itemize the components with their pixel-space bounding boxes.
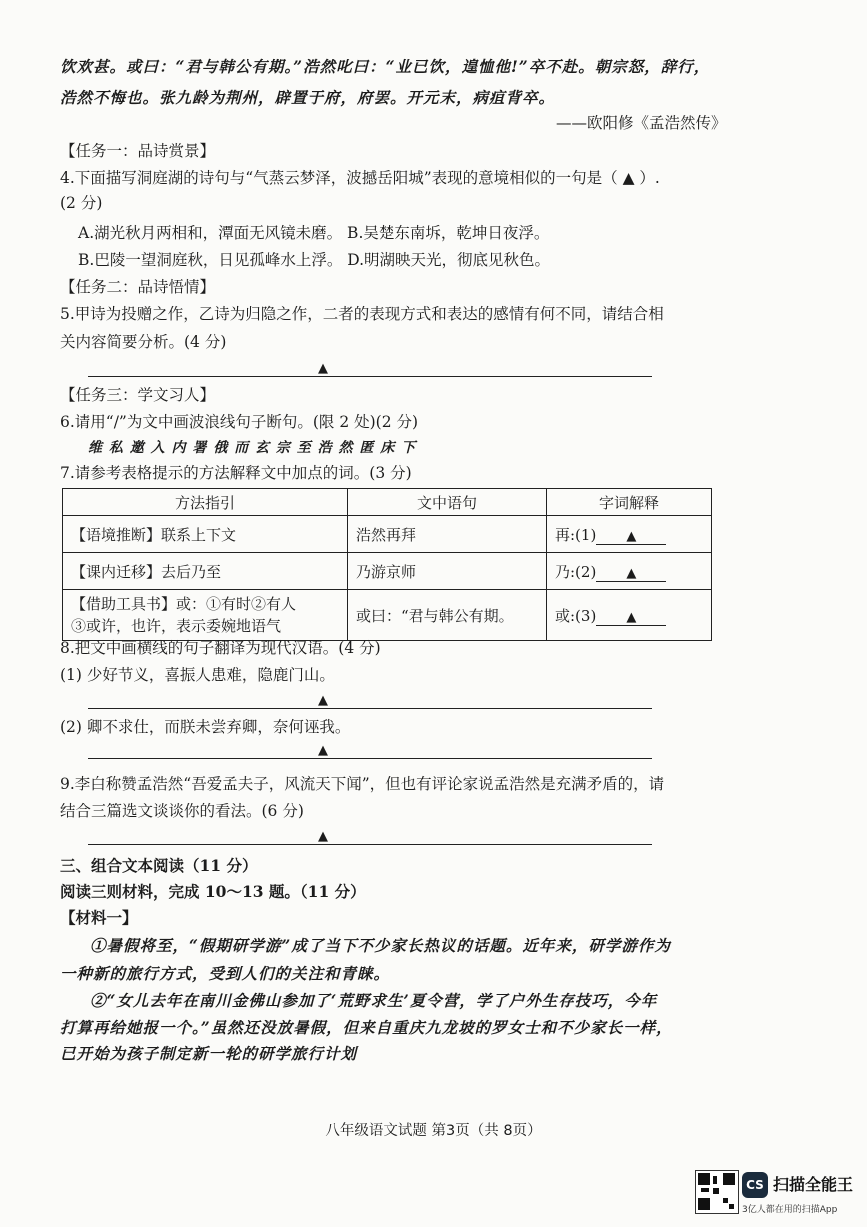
method-line: ③或许，也许，表示委婉地语气 [71,617,282,635]
question-8: 8.把文中画横线的句子翻译为现代汉语。(4 分) [60,639,381,657]
table-header: 字词解释 [547,489,712,516]
table-row [63,553,712,590]
material-paragraph: 一种新的旅行方式，受到人们的关注和青睐。 [60,964,391,983]
options-ab: A.湖光秋月两相和，潭面无风镜未磨。 B.吴楚东南坼，乾坤日夜浮。 [78,224,550,242]
method-line: 【借助工具书】或：①有时②有人 [71,595,297,613]
explain-cell [547,516,712,553]
material-paragraph: ①暑假将至，“假期研学游”成了当下不少家长热议的话题。近年来，研学游作为 [90,936,671,955]
question-6-sentence: 维 私 邀 入 内 署 俄 而 玄 宗 至 浩 然 匿 床 下 [88,440,417,456]
question-5: 5.甲诗为投赠之作，乙诗为归隐之作，二者的表现方式和表达的感情有何不同，请结合相 [60,305,664,323]
explain-label: 或:(3) [555,606,597,625]
sentence-cell: 浩然再拜 [348,516,547,553]
sentence-cell: 或曰：“君与韩公有期。 [348,590,547,641]
passage-line: 浩然不悔也。张九龄为荆州，辟置于府，府罢。开元末，病疽背卒。 [60,88,556,107]
answer-mark: ▲ [318,361,328,376]
answer-mark: ▲ [318,743,328,758]
page-footer: 八年级语文试题 第3页（共 8页） [325,1123,542,1139]
method-cell: 【语境推断】联系上下文 [63,516,348,553]
sentence-cell: 乃游京师 [348,553,547,590]
answer-mark: ▲ [318,693,328,708]
question-6: 6.请用“/”为文中画波浪线句子断句。(限 2 处)(2 分) [60,413,419,431]
section-heading: 三、组合文本阅读（11 分） [60,856,258,875]
question-9-cont: 结合三篇选文谈谈你的看法。(6 分) [60,802,304,820]
material-paragraph: ②“女儿去年在南川金佛山参加了‘荒野求生’夏令营，学了户外生存技巧，今年 [90,991,658,1010]
answer-mark: ▲ [318,829,328,844]
question-4-score: (2 分) [60,194,103,212]
material-heading: 【材料一】 [60,908,138,927]
scanner-tagline: 3亿人都在用的扫描App [742,1205,838,1215]
qr-code-icon [695,1170,739,1214]
answer-line [88,376,652,377]
question-8-2: (2) 卿不求仕，而朕未尝弃卿，奈何诬我。 [60,718,351,736]
camscanner-logo-icon: CS [742,1172,768,1198]
table-row [63,590,712,641]
options-cd: B.巴陵一望洞庭秋，日见孤峰水上浮。 D.明湖映天光，彻底见秋色。 [78,251,551,269]
table-row [63,516,712,553]
answer-blank[interactable]: ▲ [596,529,666,545]
passage-line: 饮欢甚。或曰：“君与韩公有期。”浩然叱曰：“业已饮，遑恤他!”卒不赴。朝宗怒，辞行， [60,57,711,76]
question-8-1: (1) 少好节义，喜振人患难，隐鹿门山。 [60,666,335,684]
task-heading: 【任务三：学文习人】 [60,386,216,404]
task-heading: 【任务一：品诗赏景】 [60,142,216,160]
answer-blank[interactable]: ▲ [596,566,666,582]
explain-cell [547,553,712,590]
section-instruction: 阅读三则材料，完成 10～13 题。（11 分） [60,882,366,901]
question-9: 9.李白称赞孟浩然“吾爱孟夫子，风流天下闻”，但也有评论家说孟浩然是充满矛盾的，请 [60,775,665,793]
table-header: 文中语句 [348,489,547,516]
answer-blank[interactable]: ▲ [596,610,666,626]
passage-source: ——欧阳修《孟浩然传》 [556,114,727,132]
material-paragraph: 打算再给她报一个。”虽然还没放暑假，但来自重庆九龙坡的罗女士和不少家长一样， [60,1018,673,1037]
scanner-brand-name: 扫描全能王 [773,1175,854,1194]
explain-cell [547,590,712,641]
explain-label: 乃:(2) [555,562,597,581]
answer-line [88,708,652,709]
explain-label: 再:(1) [555,525,597,544]
method-table [62,488,712,641]
question-7: 7.请参考表格提示的方法解释文中加点的词。(3 分) [60,464,412,482]
question-4: 4.下面描写洞庭湖的诗句与“气蒸云梦泽，波撼岳阳城”表现的意境相似的一句是（ ▲ ）. [60,169,660,187]
task-heading: 【任务二：品诗悟情】 [60,278,216,296]
table-header: 方法指引 [63,489,348,516]
method-cell [63,590,348,641]
answer-line [88,844,652,845]
material-paragraph: 已开始为孩子制定新一轮的研学旅行计划 [60,1044,358,1063]
method-cell: 【课内迁移】去后乃至 [63,553,348,590]
answer-line [88,758,652,759]
question-5-cont: 关内容简要分析。(4 分) [60,333,227,351]
